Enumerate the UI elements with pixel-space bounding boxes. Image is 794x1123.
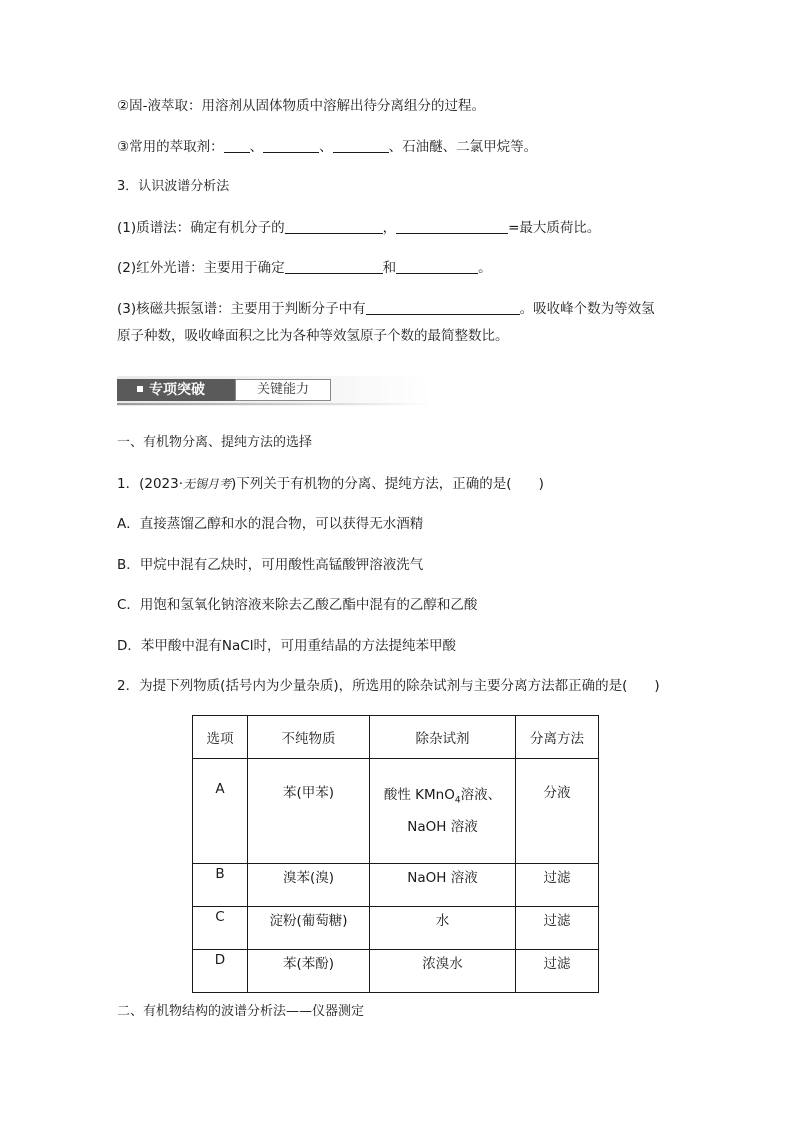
table-row [193,864,599,907]
fill-blank[interactable] [333,138,389,153]
table-row [193,907,599,950]
infrared-spectrum-line: (2)红外光谱：主要用于确定 和 。 [117,260,492,276]
cell-substance: 苯(苯酚) [248,950,370,993]
cell-option: B [193,864,248,907]
mass-spectrometry-line: (1)质谱法：确定有机分子的 ， =最大质荷比。 [117,220,601,236]
banner-divider [117,403,432,405]
fill-blank[interactable] [285,259,383,274]
nmr-line-2: 原子种数，吸收峰面积之比为各种等效氢原子个数的最简整数比。 [117,328,509,344]
question-source: 无锡月考 [183,477,232,491]
cell-reagent: 水 [370,907,516,950]
cell-reagent: 酸性 KMnO$_4$溶液、 NaOH 溶液 [370,759,516,864]
option-d: D．苯甲酸中混有NaCl时，可用重结晶的方法提纯苯甲酸 [117,638,456,654]
cell-method: 分液 [516,759,599,864]
fill-blank[interactable] [396,259,478,274]
cell-reagent: NaOH 溶液 [370,864,516,907]
extractants-line: ③常用的萃取剂： 、 、 、石油醚、二氯甲烷等。 [117,139,538,155]
fill-blank[interactable] [224,138,250,153]
cell-substance: 淀粉(葡萄糖) [248,907,370,950]
fill-blank[interactable] [366,300,520,315]
cell-method: 过滤 [516,864,599,907]
section-3-heading: 3．认识波谱分析法 [117,179,230,194]
fill-blank[interactable] [263,138,319,153]
nmr-line: (3)核磁共振氢谱：主要用于判断分子中有 。吸收峰个数为等效氢 [117,301,655,317]
cell-method: 过滤 [516,907,599,950]
cell-method: 过滤 [516,950,599,993]
part-2-title: 二、有机物结构的波谱分析法——仪器测定 [117,1004,365,1019]
cell-option: A [193,759,248,864]
square-bullet-icon [137,386,143,392]
header-separation-method: 分离方法 [516,716,599,759]
option-a: A．直接蒸馏乙醇和水的混合物，可以获得无水酒精 [117,516,424,532]
header-impure-substance: 不纯物质 [248,716,370,759]
cell-substance: 苯(甲苯) [248,759,370,864]
header-reagent: 除杂试剂 [370,716,516,759]
cell-option: D [193,950,248,993]
fill-blank[interactable] [285,219,383,234]
option-c: C．用饱和氢氧化钠溶液来除去乙酸乙酯中混有的乙醇和乙酸 [117,597,478,613]
option-b: B．甲烷中混有乙炔时，可用酸性高锰酸钾溶液洗气 [117,557,424,573]
header-option: 选项 [193,716,248,759]
solid-liquid-extraction-line: ②固-液萃取：用溶剂从固体物质中溶解出待分离组分的过程。 [117,98,485,114]
purification-table [192,715,599,993]
question-2: 2．为提下列物质(括号内为少量杂质)，所选用的除杂试剂与主要分离方法都正确的是( ) [117,678,660,694]
banner-label-key-ability: 关键能力 [235,379,331,401]
table-header-row [193,716,599,759]
fill-blank[interactable] [396,219,508,234]
cell-option: C [193,907,248,950]
section-banner [117,376,432,406]
table-row [193,950,599,993]
question-1: 1．(2023·无锡月考)下列关于有机物的分离、提纯方法，正确的是( ) [117,476,544,492]
part-1-title: 一、有机物分离、提纯方法的选择 [117,435,313,450]
cell-substance: 溴苯(溴) [248,864,370,907]
table-row [193,759,599,864]
cell-reagent: 浓溴水 [370,950,516,993]
banner-label-special-topic: 专项突破 [117,379,235,401]
